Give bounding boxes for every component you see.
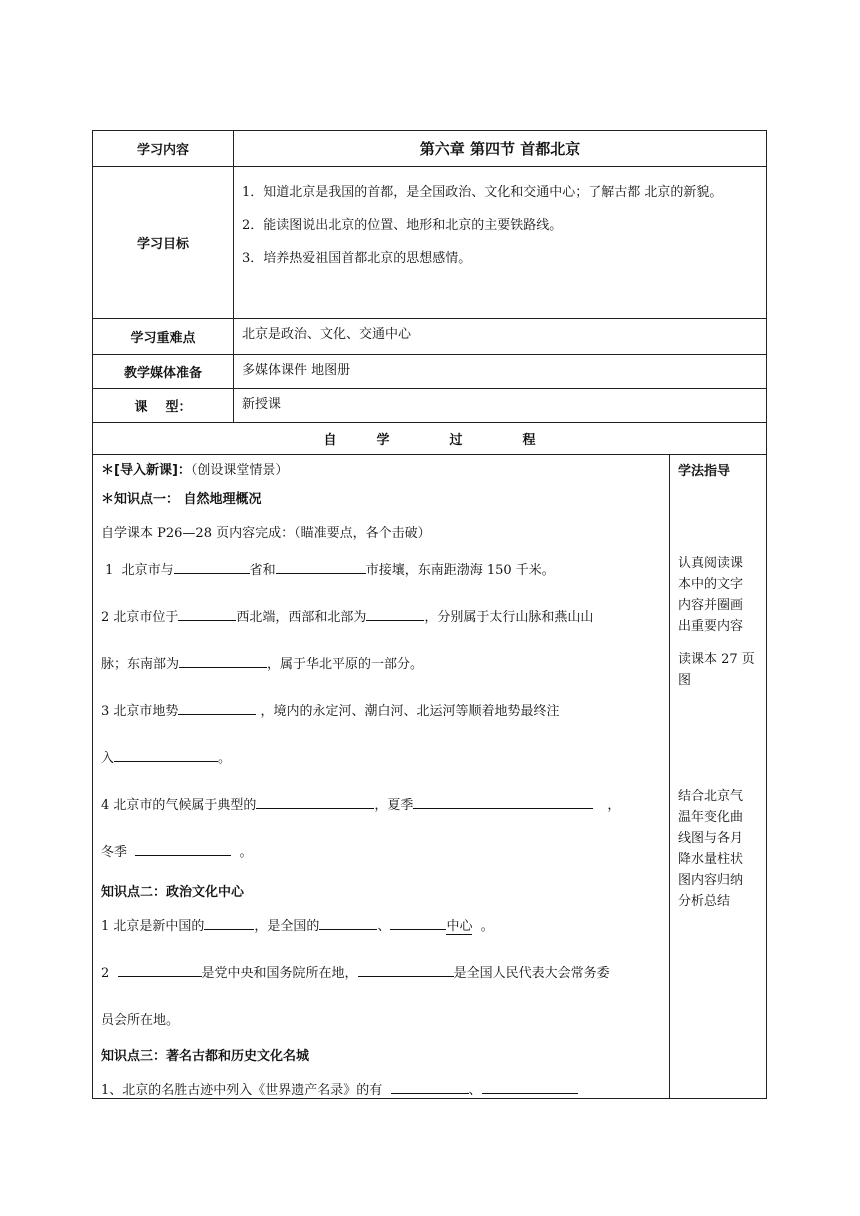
knowledge-point-3-title: 知识点三：著名古都和历史文化名城 [101,1049,310,1064]
answer-blank[interactable] [174,561,250,574]
difficulty-label: 学习重难点 [93,319,234,355]
question-6-cont: 员会所在地。 [101,1013,180,1028]
knowledge-point-2-title: 知识点二：政治文化中心 [101,885,245,900]
goals-cell [234,167,767,319]
content-title: 第六章 第四节 首都北京 [234,131,767,167]
question-3: 3 北京市地势 ，境内的永定河、潮白河、北运河等顺着地势最终注 [101,704,560,719]
goal-item: 3．培养热爱祖国首都北京的思想感情。 [242,251,472,266]
media-value: 多媒体课件 地图册 [234,355,767,389]
goal-item: 2．能读图说出北京的位置、地形和北京的主要铁路线。 [242,218,563,233]
answer-blank[interactable] [390,917,446,930]
goal-item: 1．知道北京是我国的首都，是全国政治、文化和交通中心；了解古都 北京的新貌。 [242,185,723,200]
question-4: 4 北京市的气候属于典型的 ，夏季 ， [101,798,621,813]
answer-blank[interactable] [413,796,593,809]
process-heading: 自 学 过 程 [93,423,767,455]
answer-blank[interactable] [366,608,424,621]
answer-blank[interactable] [482,1081,578,1094]
question-5: 1 北京是新中国的 ，是全国的 、 中心 。 [101,919,494,934]
instruction-line: 自学课本 P26—28 页内容完成：（瞄准要点，各个击破） [101,526,431,541]
method-guide-column: 学法指导 认真阅读课 本中的文字 内容并圈画 出重要内容 读课本 27 页 图 结合北京气 温年变化曲 线图与各月 降水量柱状 图内容归纳 分析总结 [670,455,767,1099]
content-label: 学习内容 [93,131,234,167]
question-7: 1、北京的名胜古迹中列入《世界遗产名录》的有 、 [101,1079,669,1098]
answer-blank[interactable] [391,1081,469,1094]
answer-blank[interactable] [114,749,218,762]
answer-blank[interactable] [179,655,267,668]
answer-blank[interactable] [358,964,454,977]
intro-line: ＊[导入新课]：（创设课堂情景） [101,463,289,478]
goals-label: 学习目标 [93,167,234,319]
question-6: 2 是党中央和国务院所在地， 是全国人民代表大会常务委 [101,966,610,981]
question-2-cont: 脉；东南部为 ，属于华北平原的一部分。 [101,657,424,672]
media-label: 教学媒体准备 [93,355,234,389]
question-3-cont: 入 。 [101,751,232,766]
answer-blank[interactable] [319,917,377,930]
difficulty-value: 北京是政治、文化、交通中心 [234,319,767,355]
knowledge-point-1-title: ＊知识点一： 自然地理概况 [101,492,262,507]
answer-blank[interactable] [256,796,374,809]
type-value: 新授课 [234,389,767,423]
self-study-content [93,455,670,1099]
method-guide-title: 学法指导 [678,464,731,479]
answer-blank[interactable] [276,561,366,574]
study-plan-table [92,130,767,1099]
answer-blank[interactable] [178,608,236,621]
question-2: 2 北京市位于 西北端，西部和北部为 ，分别属于太行山脉和燕山山 [101,610,594,625]
type-label: 课 型： [93,389,234,423]
answer-blank[interactable] [178,702,256,715]
answer-blank[interactable] [118,964,202,977]
answer-blank[interactable] [204,917,254,930]
question-1: 1 北京市与 省和 市接壤，东南距渤海 150 千米。 [101,563,555,578]
answer-blank[interactable] [135,843,231,856]
question-4-cont: 冬季 。 [101,845,253,860]
